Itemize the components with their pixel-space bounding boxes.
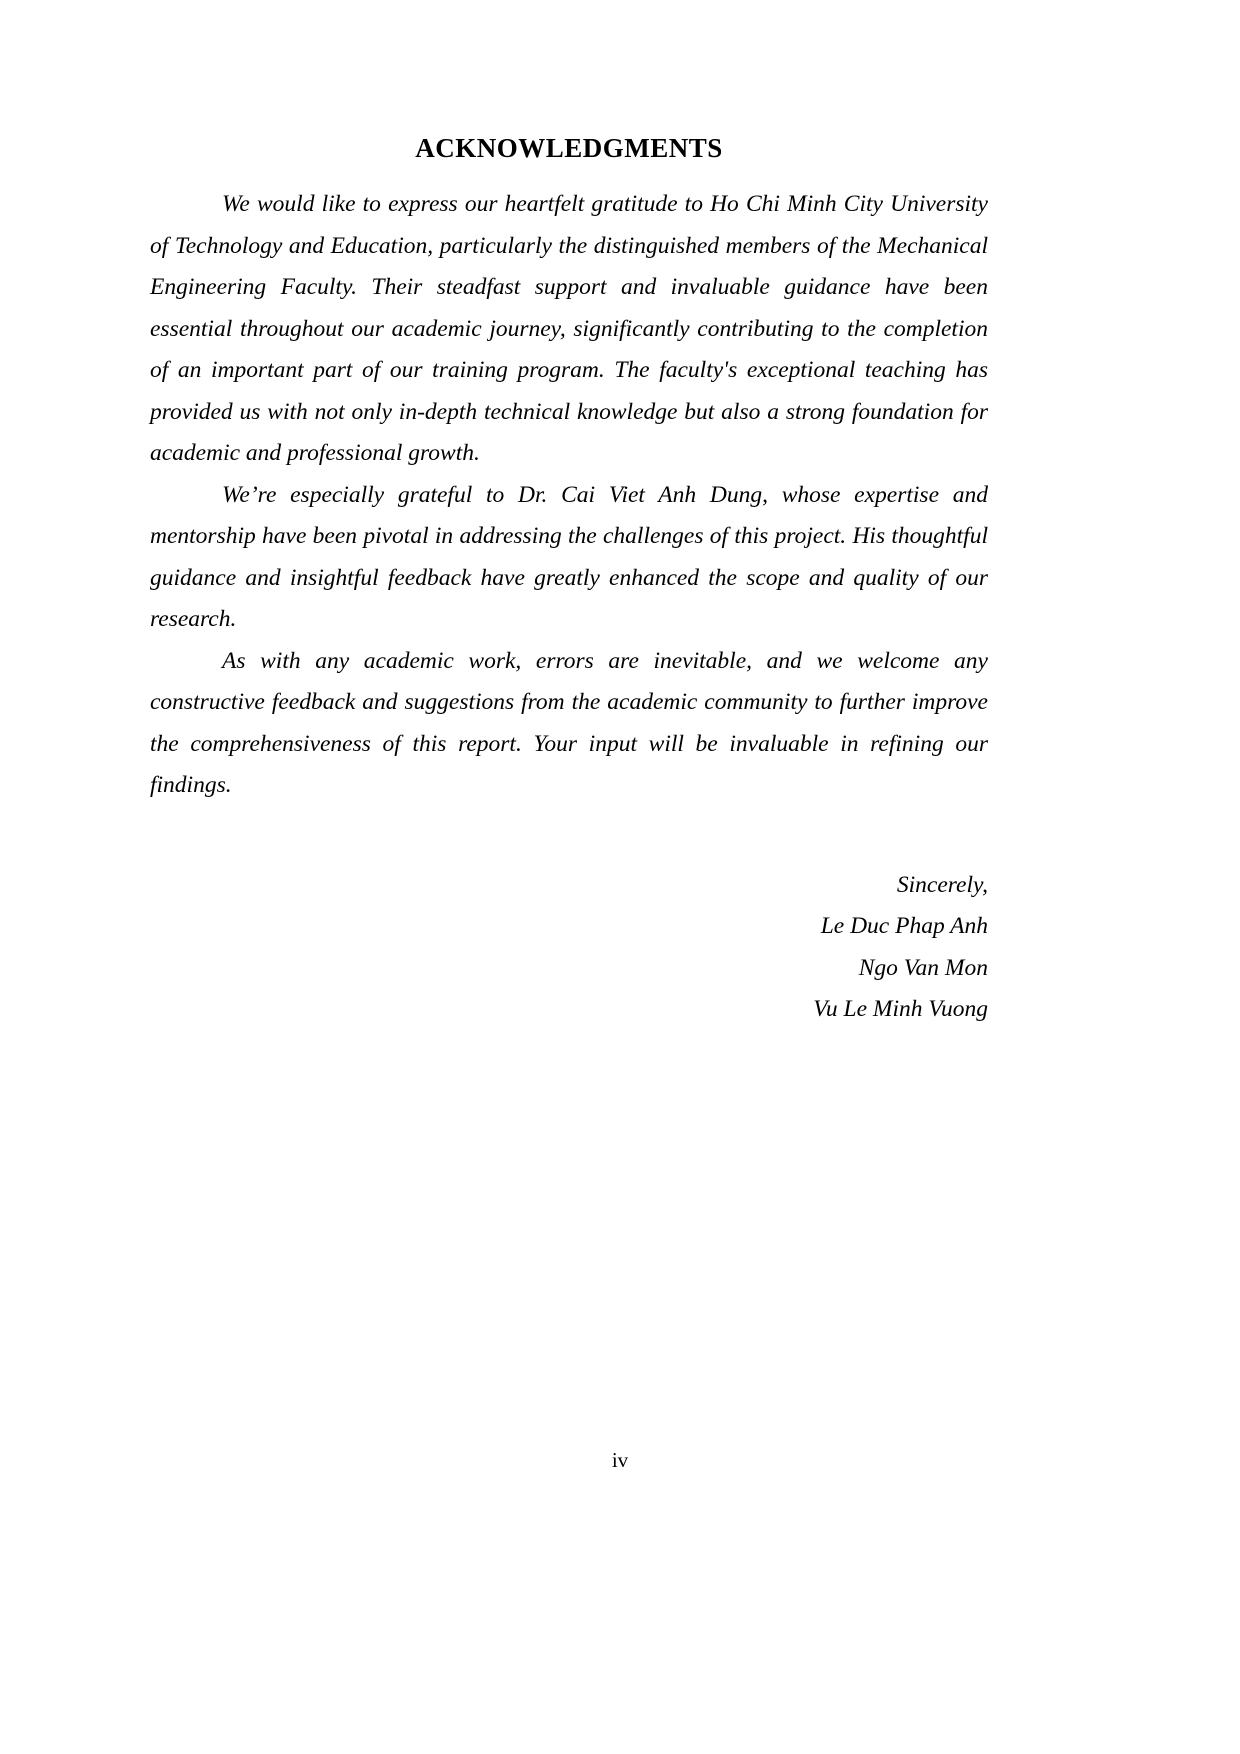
- signature-name: Vu Le Minh Vuong: [813, 996, 988, 1023]
- signature-closing: Sincerely,: [896, 871, 988, 898]
- signature-block: [150, 865, 988, 1031]
- page-number: iv: [611, 1448, 629, 1472]
- paragraph: As with any academic work, errors are inevitable, and we welcome any constructive feedback and suggestions from the academic community to further improve the comprehensiveness of this report. Your input will be invaluable in refining our findings.: [150, 647, 988, 799]
- page-title: ACKNOWLEDGMENTS: [415, 133, 723, 163]
- paragraph: We’re especially grateful to Dr. Cai Viet Anh Dung, whose expertise and mentorship have been pivotal in addressing the challenges of this project. His thoughtful guidance and insightful feedback have greatly enhanced the scope and quality of our research.: [150, 481, 988, 633]
- acknowledgments-body: [150, 184, 988, 807]
- signature-name: Le Duc Phap Anh: [820, 913, 988, 940]
- paragraph: We would like to express our heartfelt gratitude to Ho Chi Minh City University of Technology and Education, particularly the distinguished members of the Mechanical Engineering Faculty. Their steadfast support and invaluable guidance have been essential throughout our academic journey, significantly contributing to the completion of an important part of our training program. The faculty's exceptional teaching has provided us with not only in-depth technical knowledge but also a strong foundation for academic and professional growth.: [150, 191, 988, 467]
- page-content: [150, 0, 988, 1031]
- signature-name: Ngo Van Mon: [858, 954, 988, 981]
